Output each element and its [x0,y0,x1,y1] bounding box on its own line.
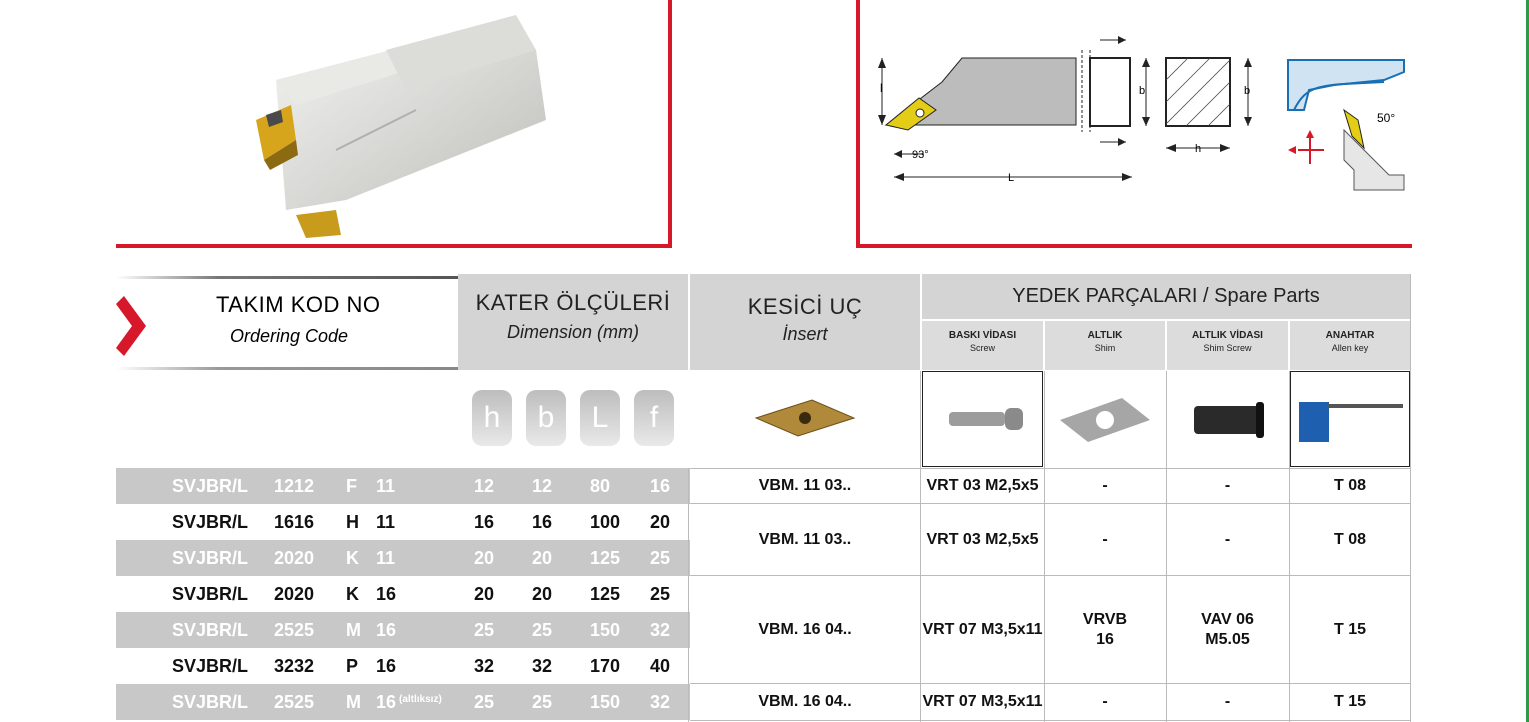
label-L: L [1008,172,1015,184]
shim-header-tr: ALTLIK [1087,330,1123,341]
dim-L-badge: L [580,390,620,446]
ordering-code-title: TAKIM KOD NO [216,292,381,317]
row-number: 16 [376,656,397,676]
row-class: M [346,620,361,640]
row-size: 2020 [274,584,315,604]
spare-parts-title: YEDEK PARÇALARI / Spare Parts [922,274,1410,319]
tool-holder-photo [236,10,576,240]
row-h: 20 [474,548,495,568]
screw-image [922,371,1043,467]
row-h: 25 [474,620,495,640]
allen-key-header-tr: ANAHTAR [1325,330,1375,341]
row-class: F [346,476,357,496]
row-size: 2525 [274,692,315,712]
allen-key-code: T 08 [1290,505,1410,575]
label-h: h [1195,143,1202,155]
screw-code: VRT 07 M3,5x11 [922,577,1043,683]
row-size: 2525 [274,620,315,640]
row-number: 11 [376,476,396,496]
row-L: 150 [590,620,621,640]
row-L: 150 [590,692,621,712]
allen-key-code: T 15 [1290,577,1410,683]
shim-code: - [1045,685,1165,719]
row-L: 80 [590,476,611,496]
row-b: 20 [532,584,553,604]
row-class: P [346,656,359,676]
row-number: 16 [376,692,397,712]
grid-line [1289,371,1290,722]
row-size: 1616 [274,512,315,532]
row-code: SVJBR/L [172,548,249,568]
shim-code: - [1045,505,1165,575]
row-f: 25 [650,548,671,568]
shim-screw-header [1167,321,1288,370]
row-b: 16 [532,512,553,532]
row-class: M [346,692,361,712]
insert-code: VBM. 11 03.. [690,505,920,575]
grid-line [1166,371,1167,722]
grid-line [1410,274,1411,722]
dimension-header [458,274,688,370]
shim-screw-header-tr: ALTLIK VİDASI [1192,330,1263,341]
row-h: 16 [474,512,495,532]
label-b: b [1139,85,1146,97]
shim-image [1045,371,1165,467]
label-93-angle: 93° [912,149,929,161]
dimension-title: KATER ÖLÇÜLERİ [475,290,671,315]
row-b: 20 [532,548,553,568]
row-f: 32 [650,620,671,640]
insert-title: KESİCİ UÇ [747,294,863,319]
dim-h-badge: h [472,390,512,446]
insert-code: VBM. 16 04.. [690,685,920,719]
allen-key-header-en: Allen key [1331,343,1369,353]
row-f: 25 [650,584,671,604]
row-size: 3232 [274,656,315,676]
grid-line [688,468,689,722]
allen-key-header [1290,321,1410,370]
ordering-code-header [116,276,458,370]
technical-drawing [864,20,1416,200]
row-code: SVJBR/L [172,584,249,604]
row-L: 125 [590,548,621,568]
insert-header [690,274,920,370]
insert-code: VBM. 11 03.. [690,469,920,503]
shim-screw-header-en: Shim Screw [1203,343,1252,353]
row-class: H [346,512,359,532]
grid-line [690,720,1410,721]
dim-f-badge: f [634,390,674,446]
technical-drawing-frame [856,0,1412,248]
row-number: 11 [376,512,396,532]
grid-line [920,371,921,722]
row-code: SVJBR/L [172,476,249,496]
insert-code: VBM. 16 04.. [690,577,920,683]
label-l: l [880,81,883,95]
row-class: K [346,548,359,568]
row-code: SVJBR/L [172,512,249,532]
allen-key-code: T 08 [1290,469,1410,503]
shim-code: - [1045,469,1165,503]
row-number: 16 [376,584,397,604]
row-b: 25 [532,620,553,640]
row-b: 25 [532,692,553,712]
grid-line [1044,371,1045,722]
row-h: 20 [474,584,495,604]
row-f: 32 [650,692,671,712]
dim-b-badge: b [526,390,566,446]
shim-screw-code: - [1167,505,1288,575]
shim-header [1045,321,1165,370]
row-number: 11 [376,548,396,568]
ordering-code-subtitle: Ordering Code [230,326,349,346]
shim-header-en: Shim [1094,343,1116,353]
allen-key-image [1290,371,1410,467]
row-L: 100 [590,512,621,532]
label-b2: b [1244,85,1251,97]
row-f: 20 [650,512,671,532]
grid-line [690,575,1410,576]
screw-code: VRT 03 M2,5x5 [922,505,1043,575]
table-row [116,612,690,648]
screw-code: VRT 03 M2,5x5 [922,469,1043,503]
row-f: 40 [650,656,671,676]
screw-header-en: Screw [969,343,995,353]
grid-line [690,468,1410,469]
table-row [116,684,690,720]
shim-screw-code: VAV 06 M5.05 [1167,577,1288,683]
row-h: 32 [474,656,495,676]
table-row [116,540,690,576]
row-L: 170 [590,656,621,676]
row-h: 25 [474,692,495,712]
table-row [116,504,690,540]
table-row [116,648,690,684]
allen-key-code: T 15 [1290,685,1410,719]
row-note: (altlıksız) [399,694,442,705]
row-class: K [346,584,359,604]
screw-header-tr: BASKI VİDASI [948,330,1017,341]
shim-code: VRVB 16 [1045,577,1165,683]
grid-line [690,503,1410,504]
insert-subtitle: İnsert [782,324,828,344]
row-f: 16 [650,476,671,496]
dimension-subtitle: Dimension (mm) [506,322,639,342]
label-50-angle: 50° [1377,111,1396,125]
row-b: 32 [532,656,553,676]
row-code: SVJBR/L [172,692,249,712]
row-size: 1212 [274,476,315,496]
table-row [116,468,690,504]
shim-screw-code: - [1167,469,1288,503]
grid-line [690,683,1410,684]
row-h: 12 [474,476,495,496]
row-number: 16 [376,620,397,640]
shim-screw-image [1167,371,1288,467]
row-code: SVJBR/L [172,656,249,676]
screw-header [922,321,1043,370]
chevron-right-icon [116,296,156,356]
product-photo-frame [116,0,672,248]
row-size: 2020 [274,548,315,568]
shim-screw-code: - [1167,685,1288,719]
screw-code: VRT 07 M3,5x11 [922,685,1043,719]
row-L: 125 [590,584,621,604]
row-code: SVJBR/L [172,620,249,640]
table-row [116,576,690,612]
insert-image [752,398,858,438]
row-b: 12 [532,476,553,496]
